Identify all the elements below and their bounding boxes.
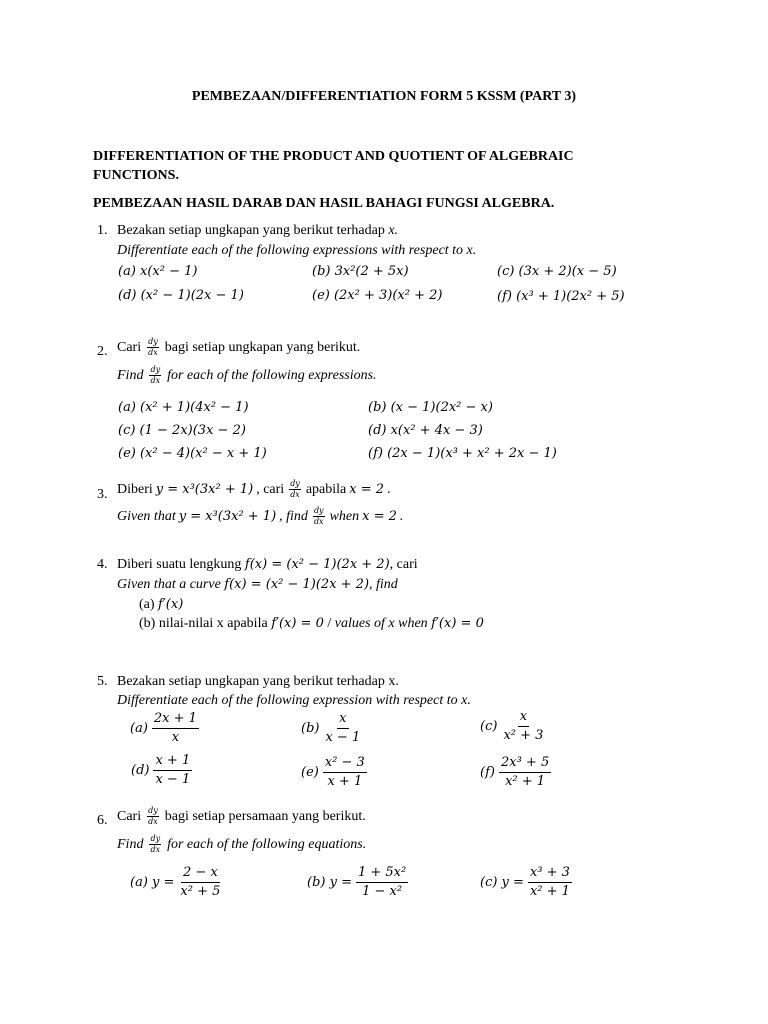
q6-number: 6.	[97, 813, 108, 828]
q5-item-a	[130, 712, 199, 746]
q3-ms-mid: , cari	[256, 481, 285, 497]
q6-instruction-malay	[117, 807, 366, 826]
q2-en-post: for each of the following expressions.	[167, 367, 377, 383]
q6-en-post: for each of the following equations.	[167, 836, 367, 852]
q2-ms-pre: Cari	[117, 339, 142, 355]
q6-instruction-english	[117, 835, 366, 854]
q4-part-a-expression: f′(x)	[158, 597, 184, 612]
q1-item-e: (e) (2x² + 3)(x² + 2)	[312, 288, 443, 303]
q1-ms-text: Bezakan setiap ungkapan yang berikut terhadap	[117, 223, 385, 238]
fraction: $\frac{x + 1}{x - 1}$	[155, 753, 191, 788]
dy-dx-fraction: $\frac{dy}{dx}$	[290, 479, 300, 499]
q5-item-b	[301, 712, 362, 746]
q5-item-label: (a)	[130, 721, 148, 737]
q3-ms-pre: Diberi	[117, 481, 153, 497]
q4-en-pre: Given that a curve	[117, 577, 221, 592]
heading-english: DIFFERENTIATION OF THE PRODUCT AND QUOTIENT OF ALGEBRAIC FUNCTIONS.	[93, 149, 574, 183]
q4-part-a-label: (a)	[139, 597, 155, 612]
q2-item-a: (a) (x² + 1)(4x² − 1)	[118, 400, 249, 415]
q4-part-b-malay: nilai-nilai x apabila	[158, 616, 268, 631]
q3-en-pre: Given that	[117, 508, 176, 524]
heading-malay: PEMBEZAAN HASIL DARAB DAN HASIL BAHAGI FUNGSI ALGEBRA.	[93, 196, 555, 211]
q5-item-label: (f)	[480, 765, 495, 781]
fraction: $\frac{2 - x}{\text{x² + 5}}$	[180, 865, 221, 900]
q3-en-mid: , find	[279, 508, 308, 524]
q5-instruction-malay: Bezakan setiap ungkapan yang berikut terhadap x.	[117, 674, 399, 689]
q6-item-label: (a) y =	[130, 875, 175, 891]
q6-item-label: (b) y =	[307, 875, 352, 891]
q2-item-b: (b) (x − 1)(2x² − x)	[368, 400, 493, 415]
fraction: $\frac{\text{2x³ + 5}}{\text{x² + 1}}$	[500, 755, 550, 790]
fraction: $\frac{x}{x - 1}$	[325, 711, 361, 746]
dy-dx-fraction: $\frac{dy}{dx}$	[150, 365, 161, 385]
q5-number: 5.	[97, 674, 108, 689]
q5-item-label: (e)	[301, 765, 319, 781]
q1-item-c: (c) (3x + 2)(x − 5)	[497, 264, 617, 279]
fraction: $\frac{\text{x² − 3}}{x + 1}$	[324, 755, 365, 790]
q4-ms-post: , cari	[389, 557, 418, 572]
q5-item-e	[301, 756, 367, 790]
q4-part-b-equation-2: f′(x) = 0	[431, 616, 484, 631]
q4-ms-pre: Diberi suatu lengkung	[117, 557, 242, 572]
q2-item-e: (e) (x² − 4)(x² − x + 1)	[118, 446, 267, 461]
q5-item-f	[480, 756, 551, 790]
q2-instruction-malay	[117, 338, 360, 357]
q5-item-label: (b)	[301, 721, 320, 737]
q5-instruction-english: Differentiate each of the following expression with respect to x.	[117, 693, 471, 708]
q1-instruction-english: Differentiate each of the following expressions with respect to x.	[117, 243, 477, 258]
q1-instruction-malay	[117, 223, 398, 239]
q5-item-label: (d)	[131, 763, 150, 779]
dy-dx-fraction: $\frac{dy}{dx}$	[148, 806, 158, 826]
q3-ms-end: .	[387, 481, 391, 497]
page-title: PEMBEZAAN/DIFFERENTIATION FORM 5 KSSM (PART 3)	[191, 89, 577, 104]
q6-item-a	[130, 866, 222, 900]
q1-item-b: (b) 3x²(2 + 5x)	[312, 264, 409, 279]
dy-dx-fraction: $\frac{dy}{dx}$	[148, 337, 158, 357]
q4-ms-equation: f(x) = (x² − 1)(2x + 2)	[244, 557, 390, 572]
q4-part-a	[139, 597, 183, 613]
q2-item-c: (c) (1 − 2x)(3x − 2)	[118, 423, 246, 438]
q3-ms-post: apabila	[305, 481, 347, 497]
q4-part-b-equation-1: f′(x) = 0	[271, 616, 324, 631]
q3-ms-equation: y = x³(3x² + 1)	[155, 482, 254, 497]
fraction: $\frac{\text{1 + 5x²}}{\text{1 − x²}}$	[357, 865, 407, 900]
dy-dx-fraction: $\frac{dy}{dx}$	[313, 506, 324, 526]
q3-number: 3.	[97, 487, 108, 502]
q4-line-malay	[117, 557, 418, 573]
q5-item-c	[480, 710, 545, 744]
q4-en-post: , find	[369, 577, 398, 592]
q1-number: 1.	[97, 223, 108, 238]
q4-part-b-separator: /	[327, 616, 332, 631]
q4-part-b-label: (b)	[139, 616, 156, 631]
q3-ms-condition: x = 2	[349, 482, 385, 497]
q2-instruction-english	[117, 366, 377, 385]
q4-line-english	[117, 577, 398, 593]
q4-number: 4.	[97, 557, 108, 572]
fraction: $\frac{\text{x³ + 3}}{\text{x² + 1}}$	[529, 865, 570, 900]
q3-en-condition: x = 2	[362, 509, 397, 524]
q1-ms-var: x.	[388, 223, 399, 238]
fraction: $\frac{x}{\text{x² + 3}}$	[503, 709, 544, 744]
q6-en-pre: Find	[117, 836, 144, 852]
q2-item-f: (f) (2x − 1)(x³ + x² + 2x − 1)	[368, 446, 557, 461]
fraction: $\frac{2x + 1}{x}$	[153, 711, 197, 746]
q2-item-d: (d) x(x² + 4x − 3)	[368, 423, 483, 438]
q6-ms-post: bagi setiap persamaan yang berikut.	[164, 808, 366, 824]
q3-line-english	[117, 507, 403, 526]
q2-en-pre: Find	[117, 367, 144, 383]
q6-item-label: (c) y =	[480, 875, 524, 891]
q1-item-a: (a) x(x² − 1)	[118, 264, 198, 279]
q5-item-label: (c)	[480, 719, 498, 735]
q4-part-b-english: values of x when	[334, 616, 428, 631]
q2-ms-post: bagi setiap ungkapan yang berikut.	[164, 339, 361, 355]
q3-en-equation: y = x³(3x² + 1)	[178, 509, 277, 524]
q6-item-b	[307, 866, 408, 900]
q4-part-b	[139, 616, 484, 632]
q4-en-equation: f(x) = (x² − 1)(2x + 2)	[224, 577, 370, 592]
dy-dx-fraction: $\frac{dy}{dx}$	[150, 834, 161, 854]
q1-item-d: (d) (x² − 1)(2x − 1)	[118, 288, 244, 303]
q3-line-malay	[117, 480, 391, 499]
q6-item-c	[480, 866, 572, 900]
q3-en-post: when	[329, 508, 360, 524]
q5-item-d	[131, 754, 192, 788]
q1-item-f: (f) (x³ + 1)(2x² + 5)	[497, 289, 625, 304]
q6-ms-pre: Cari	[117, 808, 142, 824]
q2-number: 2.	[97, 344, 108, 359]
q3-en-end: .	[399, 508, 404, 524]
